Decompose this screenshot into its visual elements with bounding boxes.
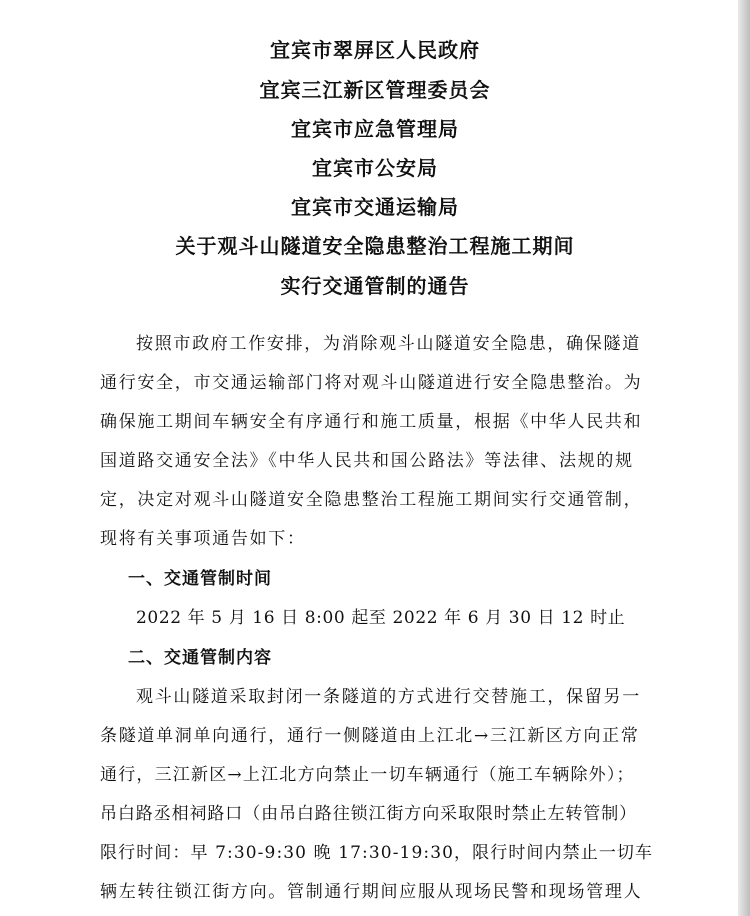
section-1-time-range: 2022 年 5 月 16 日 8:00 起至 2022 年 6 月 30 日 12 时止: [136, 608, 626, 628]
page-edge-shadow: [738, 0, 750, 916]
notice-title-line-2: 实行交通管制的通告: [280, 274, 470, 298]
intro-line: 定，决定对观斗山隧道安全隐患整治工程施工期间实行交通管制，: [100, 490, 643, 510]
intro-line: 确保施工期间车辆安全有序通行和施工质量，根据《中华人民共和: [100, 412, 643, 432]
issuer-sanjiang-new-area-committee: 宜宾三江新区管理委员会: [259, 78, 491, 102]
notice-title-line-1: 关于观斗山隧道安全隐患整治工程施工期间: [175, 234, 575, 258]
intro-line: 国道路交通安全法》《中华人民共和国公路法》等法律、法规的规: [100, 451, 634, 471]
section-1-title: 一、交通管制时间: [128, 569, 272, 589]
section-2-line: 吊白路丞相祠路口（由吊白路往锁江街方向采取限时禁止左转管制）: [100, 804, 637, 824]
section-2-line: 条隧道单洞单向通行，通行一侧隧道由上江北→三江新区方向正常: [100, 726, 640, 746]
issuer-public-security-bureau: 宜宾市公安局: [312, 156, 438, 180]
section-2-line: 观斗山隧道采取封闭一条隧道的方式进行交替施工，保留另一: [136, 687, 641, 707]
section-2-line: 通行，三江新区→上江北方向禁止一切车辆通行（施工车辆除外）；: [100, 765, 635, 785]
section-2-title: 二、交通管制内容: [128, 648, 272, 668]
intro-line: 通行安全，市交通运输部门将对观斗山隧道进行安全隐患整治。为: [100, 373, 643, 393]
issuer-emergency-management-bureau: 宜宾市应急管理局: [291, 117, 459, 141]
section-2-line: 限行时间：早 7:30-9:30 晚 17:30-19:30，限行时间内禁止一切车: [100, 843, 654, 863]
issuer-cuiping-district-government: 宜宾市翠屏区人民政府: [270, 38, 480, 62]
intro-line: 现将有关事项通告如下：: [100, 529, 306, 549]
intro-line: 按照市政府工作安排，为消除观斗山隧道安全隐患，确保隧道: [136, 334, 641, 354]
issuer-transport-bureau: 宜宾市交通运输局: [291, 195, 459, 219]
section-2-line: 辆左转往锁江街方向。管制通行期间应服从现场民警和现场管理人: [100, 882, 643, 902]
